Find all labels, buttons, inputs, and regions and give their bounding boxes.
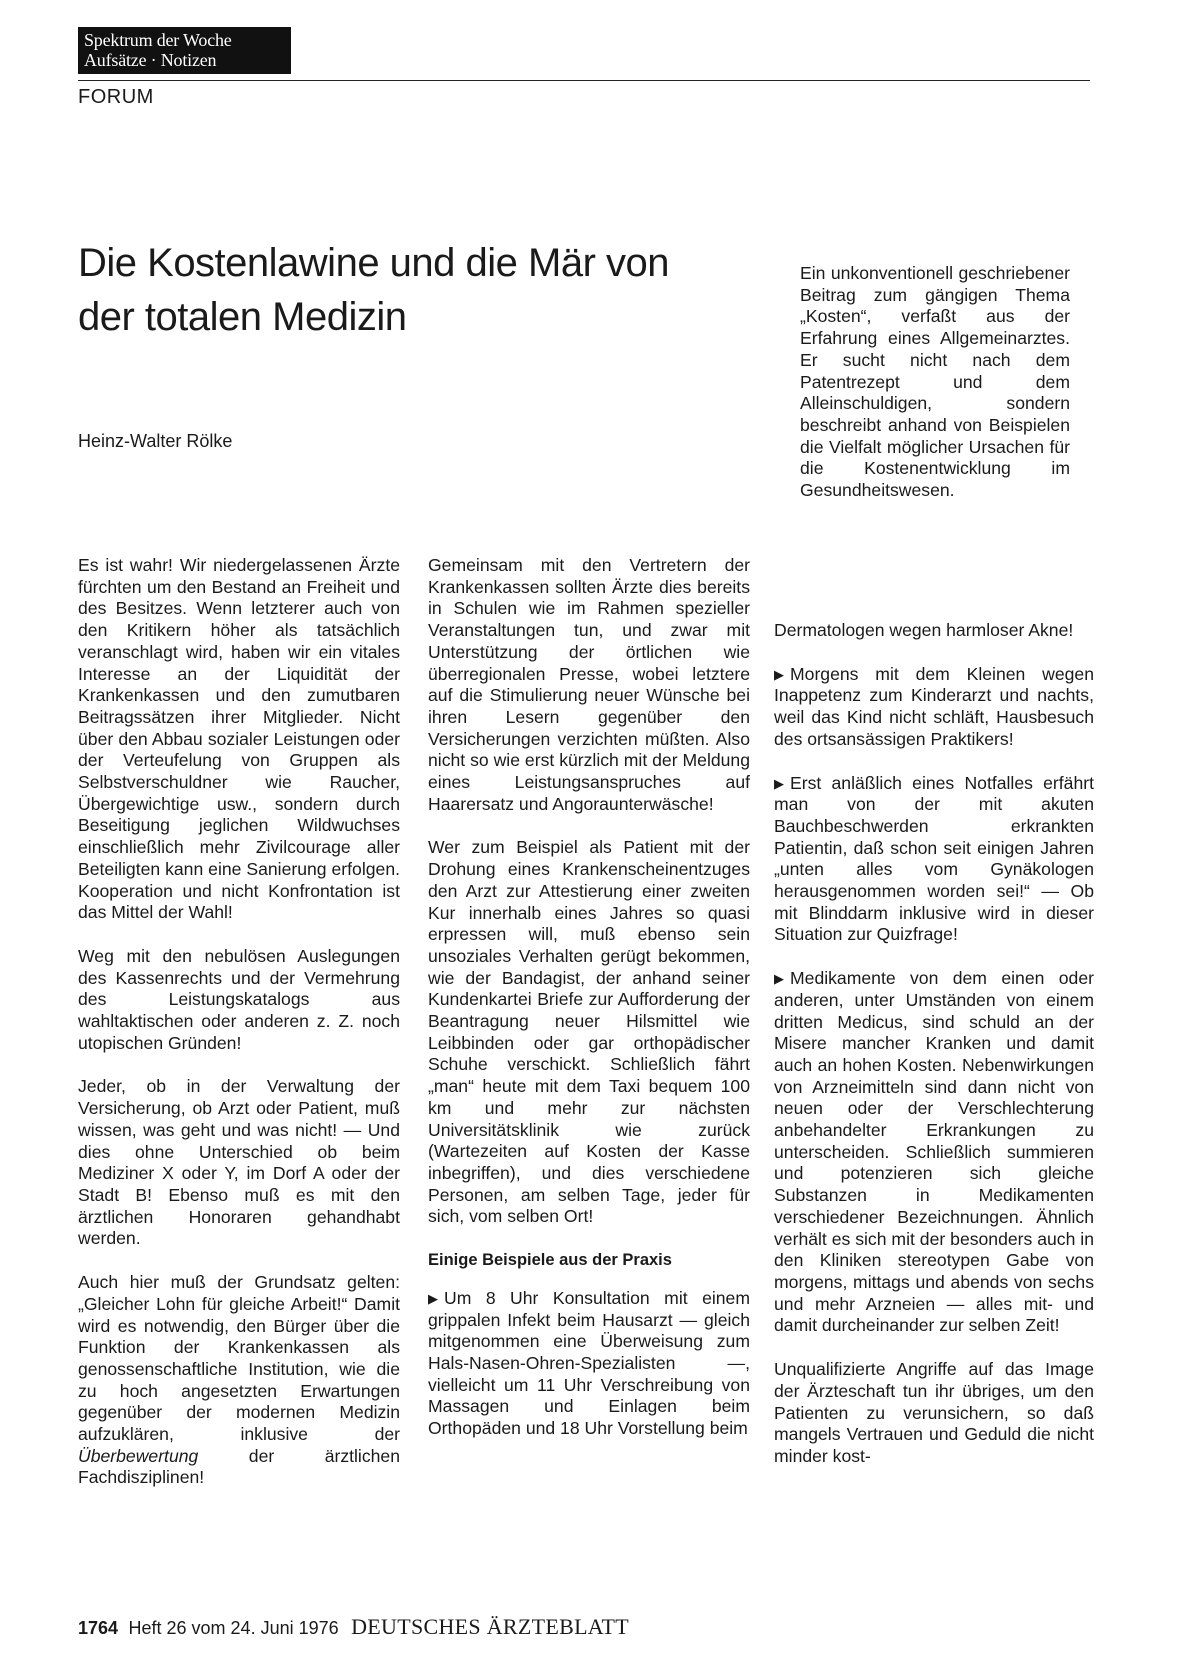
paragraph: Gemeinsam mit den Vertretern der Krankenkassen sollten Ärzte dies bereits in Schulen wie im Rahmen spezieller Veranstaltungen tun, und zwar mit Unterstützung der örtlichen wie überregionalen Presse, wobei letztere auf die Stimulierung neuer Wünsche bei ihren Lesern gegenüber den Versicherungen verzichten müßten. Also nicht so wie erst kürzlich mit der Meldung eines Leistungsanspruches auf Haarersatz und Angoraunterwäsche! bbox=[428, 555, 750, 814]
paragraph bbox=[774, 968, 1094, 1337]
paragraph-text: der ärztlichen Fachdisziplinen! bbox=[78, 1445, 400, 1488]
journal-name: DEUTSCHES ÄRZTEBLATT bbox=[351, 1614, 630, 1639]
paragraph: Es ist wahr! Wir niedergelassenen Ärzte fürchten um den Bestand an Freiheit und des Besitzes. Wenn letzterer auch von den Kritikern höher als tatsächlich veranschlagt wird, haben wir ein vitales Interesse an der Liquidität der Krankenkassen und den zumutbaren Beitragssätzen ihrer Mitglieder. Nicht über den Abbau sozialer Leistungen oder der Verteufelung von Gruppen als Selbstverschuldner wie Raucher, Übergewichtige usw., sondern durch Beseitigung jeglichen Wildwuchses einschließlich mehr Zivilcourage aller Beteiligten kann eine Sanierung erfolgen. Kooperation und nicht Konfrontation ist das Mittel der Wahl! bbox=[78, 555, 400, 923]
paragraph-text: Auch hier muß der Grundsatz gelten: „Gleicher Lohn für gleiche Arbeit!“ Damit wird es notwendig, den Bürger über die Funktion der Krankenkassen als genossenschaftliche Institution, wie die zu hoch angesetzten Erwartungen gegenüber der modernen Medizin aufzuklären, inklusive der bbox=[78, 1272, 400, 1445]
emphasis-text: Überbewertung bbox=[78, 1445, 199, 1466]
paragraph: Weg mit den nebulösen Auslegungen des Kassenrechts und der Vermehrung des Leistungskatalogs aus wahltaktischen oder anderen z. Z. noch utopischen Gründen! bbox=[78, 945, 400, 1053]
column-1 bbox=[78, 555, 400, 1511]
paragraph bbox=[774, 664, 1094, 751]
paragraph bbox=[78, 1272, 400, 1489]
paragraph-text: Erst anläßlich eines Notfalles erfährt man von der mit akuten Bauchbeschwerden erkrankten Patientin, daß schon seit einigen Jahren „unten alles vom Gynäkologen herausgenommen worden sei!“ — Ob mit Blinddarm inklusive wird in dieser Situation zur Quizfrage! bbox=[774, 772, 1094, 945]
header-rule bbox=[78, 80, 1090, 81]
page-footer bbox=[78, 1614, 629, 1640]
paragraph bbox=[428, 1288, 750, 1440]
section-label: FORUM bbox=[78, 86, 154, 108]
paragraph-text: Um 8 Uhr Konsultation mit einem grippalen Infekt beim Hausarzt — gleich mitgenommen eine Überweisung zum Hals-Nasen-Ohren-Spezialisten —, vielleicht um 11 Uhr Verschreibung von Massagen und Einlagen beim Orthopäden und 18 Uhr Vorstellung beim bbox=[428, 1287, 750, 1439]
badge-line-2: Aufsätze · Notizen bbox=[84, 50, 217, 70]
triangle-bullet-icon: ▶ bbox=[774, 971, 784, 987]
paragraph bbox=[774, 773, 1094, 947]
column-2 bbox=[428, 555, 750, 1462]
paragraph-text: Medikamente von dem einen oder anderen, unter Umständen von einem dritten Medicus, sind schuld an der Misere mancher Kranken und damit auch an hohen Kosten. Nebenwirkungen von Arzneimitteln sind dann nicht von neuen oder der Verschlechterung anbehandelter Erkrankungen zu unterscheiden. Schließlich summieren und potenzieren sich gleiche Substanzen in Medikamenten verschiedener Bezeichnungen. Ähnlich verhält es sich mit der besonders auch in den Kliniken stereotypen Gabe von morgens, mittags und abends von sechs und mehr Arzneien — alles mit- und damit durcheinander zur selben Zeit! bbox=[774, 968, 1094, 1336]
triangle-bullet-icon: ▶ bbox=[774, 775, 784, 791]
paragraph: Dermatologen wegen harmloser Akne! bbox=[774, 620, 1074, 640]
paragraph: Jeder, ob in der Verwaltung der Versicherung, ob Arzt oder Patient, muß wissen, was geht und was nicht! — Und dies ohne Unterschied ob beim Mediziner X oder Y, im Dorf A oder der Stadt B! Ebenso muß es mit den ärztlichen Honoraren gehandhabt werden. bbox=[78, 1076, 400, 1249]
section-badge bbox=[78, 27, 291, 74]
triangle-bullet-icon: ▶ bbox=[774, 666, 784, 682]
paragraph: Wer zum Beispiel als Patient mit der Drohung eines Krankenscheinentzuges den Arzt zur Attestierung einer zweiten Kur innerhalb eines Jahres so quasi erpressen will, muß ebenso sein unsoziales Verhalten gerügt bekommen, wie der Bandagist, der anhand seiner Kundenkartei Briefe zur Aufforderung der Beantragung neuer Hilsmittel wie Leibbinden oder gar orthopädischer Schuhe verschickt. Schließlich fährt „man“ heute mit dem Taxi bequem 100 km und mehr zur nächsten Universitätsklinik wie zurück (Wartezeiten auf Kosten der Kasse inbegriffen), und dies verschiedene Personen, am selben Tage, jeder für sich, vom selben Ort! bbox=[428, 837, 750, 1227]
triangle-bullet-icon: ▶ bbox=[428, 1290, 438, 1306]
article-author: Heinz-Walter Rölke bbox=[78, 431, 233, 451]
article-teaser: Ein unkonventionell geschriebener Beitrag zum gängigen Thema „Kosten“, verfaßt aus der Erfahrung eines Allgemeinarztes. Er sucht nicht nach dem Patentrezept und dem Alleinschuldigen, sondern beschreibt anhand von Beispielen die Vielfalt möglicher Ursachen für die Kostenentwicklung im Gesundheitswesen. bbox=[800, 263, 1070, 501]
paragraph-text: Morgens mit dem Kleinen wegen Inappetenz zum Kinderarzt und nachts, weil das Kind nicht schläft, Hausbesuch des ortsansässigen Praktikers! bbox=[774, 663, 1094, 749]
article-title: Die Kostenlawine und die Mär von der totalen Medizin bbox=[78, 241, 670, 339]
issue-info: Heft 26 vom 24. Juni 1976 bbox=[128, 1618, 339, 1638]
paragraph: Unqualifizierte Angriffe auf das Image der Ärzteschaft tun ihr übriges, um den Patienten zu verunsichern, so daß mangels Vertrauen und Geduld die nicht minder kost- bbox=[774, 1359, 1094, 1466]
page-number: 1764 bbox=[78, 1618, 119, 1638]
badge-line-1: Spektrum der Woche bbox=[84, 30, 232, 50]
column-3 bbox=[774, 620, 1094, 1490]
subheading: Einige Beispiele aus der Praxis bbox=[428, 1251, 672, 1270]
